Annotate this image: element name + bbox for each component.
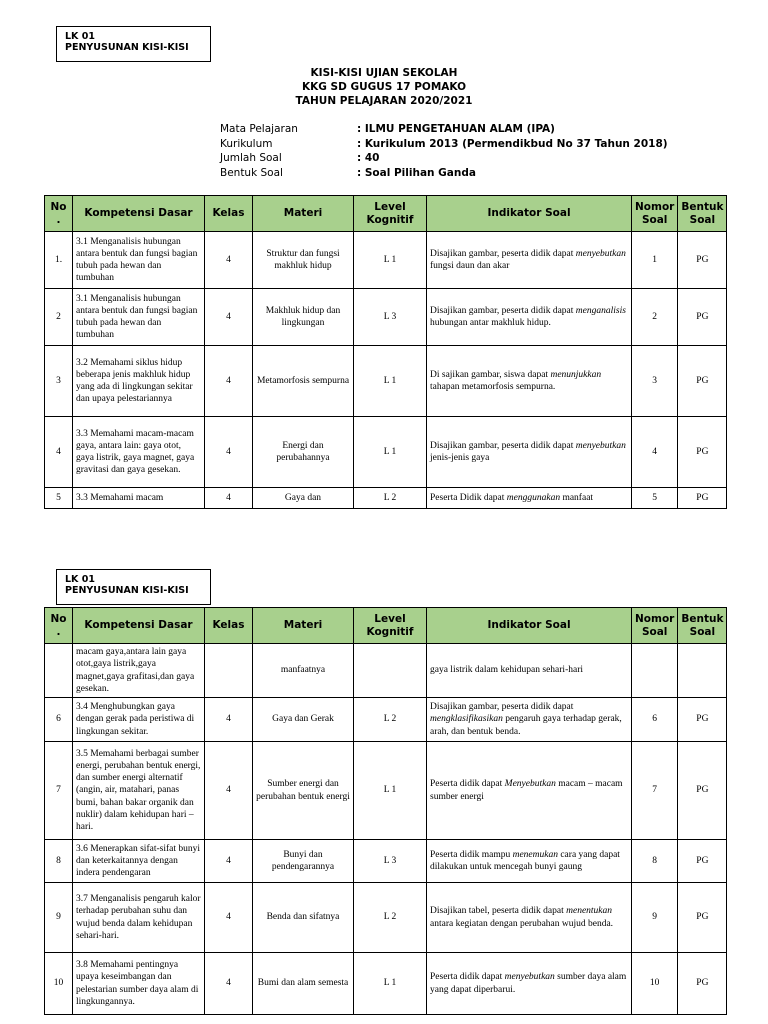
cell-nomor-soal: 4 xyxy=(632,417,678,488)
cell-nomor-soal: 5 xyxy=(632,488,678,509)
lk-box xyxy=(56,26,211,62)
info-row-curriculum xyxy=(220,137,668,152)
cell-kelas: 4 xyxy=(205,346,253,417)
indikator-text: Disajikan gambar, peserta didik dapat xyxy=(430,440,576,451)
cell-bentuk-soal xyxy=(678,644,727,698)
table-row xyxy=(45,346,727,417)
cell-kompetensi-dasar: 3.4 Menghubungkan gaya dengan gerak pada peristiwa di lingkungan sekitar. xyxy=(73,698,205,742)
indikator-text: Peserta didik dapat xyxy=(430,972,505,983)
table-row xyxy=(45,953,727,1015)
table-row xyxy=(45,232,727,289)
cell-level: L 1 xyxy=(354,232,427,289)
col-header-kd: Kompetensi Dasar xyxy=(73,196,205,232)
cell-bentuk-soal: PG xyxy=(678,698,727,742)
cell-bentuk-soal: PG xyxy=(678,289,727,346)
cell-kelas: 4 xyxy=(205,488,253,509)
col-header-kelas: Kelas xyxy=(205,608,253,644)
col-header-bentuk: Bentuk Soal xyxy=(678,608,727,644)
cell-bentuk-soal: PG xyxy=(678,840,727,883)
cell-no xyxy=(45,644,73,698)
cell-no: 5 xyxy=(45,488,73,509)
indikator-text: Disajikan gambar, peserta didik dapat xyxy=(430,305,576,316)
table-row xyxy=(45,883,727,953)
cell-level: L 2 xyxy=(354,698,427,742)
cell-kompetensi-dasar: 3.8 Memahami pentingnya upaya keseimbangan dan pelestarian sumber daya alam di lingkungannya. xyxy=(73,953,205,1015)
cell-bentuk-soal: PG xyxy=(678,953,727,1015)
lk-title: PENYUSUNAN KISI-KISI xyxy=(65,585,189,596)
cell-kelas: 4 xyxy=(205,742,253,840)
cell-kelas: 4 xyxy=(205,232,253,289)
cell-kompetensi-dasar: 3.2 Memahami siklus hidup beberapa jenis makhluk hidup yang ada di lingkungan sekitar dan upaya pelestariannya xyxy=(73,346,205,417)
cell-level: L 1 xyxy=(354,417,427,488)
cell-bentuk-soal: PG xyxy=(678,417,727,488)
indikator-text: antara kegiatan dengan perubahan wujud benda. xyxy=(430,918,614,929)
indikator-verb: mengklasifikasikan xyxy=(430,714,503,725)
cell-level: L 1 xyxy=(354,953,427,1015)
exam-info xyxy=(220,122,668,180)
cell-level: L 3 xyxy=(354,289,427,346)
cell-nomor-soal: 6 xyxy=(632,698,678,742)
cell-materi: Makhluk hidup dan lingkungan xyxy=(253,289,354,346)
table-row xyxy=(45,644,727,698)
cell-no: 9 xyxy=(45,883,73,953)
title-line-3: TAHUN PELAJARAN 2020/2021 xyxy=(295,95,473,107)
cell-indikator xyxy=(427,698,632,742)
table-row xyxy=(45,289,727,346)
col-header-nomor: Nomor Soal xyxy=(632,608,678,644)
cell-no: 2 xyxy=(45,289,73,346)
indikator-verb: menemukan xyxy=(512,849,558,860)
cell-kelas: 4 xyxy=(205,883,253,953)
cell-indikator xyxy=(427,644,632,698)
cell-kompetensi-dasar: 3.5 Memahami berbagai sumber energi, perubahan bentuk energi, dan sumber energi alternatif (angin, air, matahari, panas bumi, bahan bakar organik dan nuklir) dalam kehidupan hari – hari. xyxy=(73,742,205,840)
indikator-verb: menggunakan xyxy=(506,492,561,503)
cell-nomor-soal xyxy=(632,644,678,698)
lk-box xyxy=(56,569,211,605)
cell-level: L 2 xyxy=(354,488,427,509)
cell-indikator xyxy=(427,346,632,417)
col-header-materi: Materi xyxy=(253,608,354,644)
indikator-text: macam – macam sumber energi xyxy=(430,779,623,802)
indikator-text: jenis-jenis gaya xyxy=(430,453,490,463)
indikator-text: manfaat xyxy=(560,492,594,503)
table-header-row xyxy=(45,196,727,232)
info-row-question-count xyxy=(220,151,668,166)
cell-nomor-soal: 9 xyxy=(632,883,678,953)
cell-indikator xyxy=(427,488,632,509)
indikator-text: sumber daya alam yang dapat diperbarui. xyxy=(430,972,627,995)
indikator-text: pengaruh gaya terhadap gerak, arah, dan bentuk benda. xyxy=(430,714,622,737)
indikator-text: Disajikan gambar, peserta didik dapat xyxy=(430,248,576,259)
cell-kelas: 4 xyxy=(205,953,253,1015)
indikator-text: Disajikan tabel, peserta didik dapat xyxy=(430,906,567,917)
table-row xyxy=(45,742,727,840)
cell-nomor-soal: 2 xyxy=(632,289,678,346)
cell-no: 3 xyxy=(45,346,73,417)
cell-indikator xyxy=(427,953,632,1015)
indikator-text: Peserta didik mampu xyxy=(430,849,513,860)
col-header-no: No . xyxy=(45,608,73,644)
info-value: : 40 xyxy=(357,152,380,164)
cell-kompetensi-dasar: 3.1 Menganalisis hubungan antara bentuk dan fungsi bagian tubuh pada hewan dan tumbuhan xyxy=(73,232,205,289)
cell-kelas: 4 xyxy=(205,698,253,742)
info-value: : ILMU PENGETAHUAN ALAM (IPA) xyxy=(357,123,555,135)
cell-materi: Sumber energi dan perubahan bentuk energi xyxy=(253,742,354,840)
cell-kompetensi-dasar: 3.6 Menerapkan sifat-sifat bunyi dan keterkaitannya dengan indera pendengaran xyxy=(73,840,205,883)
cell-kompetensi-dasar: 3.1 Menganalisis hubungan antara bentuk dan fungsi bagian tubuh pada hewan dan tumbuhan xyxy=(73,289,205,346)
col-header-level: Level Kognitif xyxy=(354,196,427,232)
info-value: : Kurikulum 2013 (Permendikbud No 37 Tahun 2018) xyxy=(357,137,668,150)
cell-level: L 1 xyxy=(354,346,427,417)
col-header-kelas: Kelas xyxy=(205,196,253,232)
cell-no: 10 xyxy=(45,953,73,1015)
col-header-indikator: Indikator Soal xyxy=(427,608,632,644)
indikator-verb: menunjukkan xyxy=(550,369,602,380)
cell-kelas: 4 xyxy=(205,840,253,883)
cell-nomor-soal: 1 xyxy=(632,232,678,289)
cell-no: 4 xyxy=(45,417,73,488)
cell-level: L 1 xyxy=(354,742,427,840)
cell-no: 7 xyxy=(45,742,73,840)
indikator-text: gaya listrik dalam kehidupan sehari-hari xyxy=(430,665,584,676)
blueprint-table-2 xyxy=(44,607,727,1015)
col-header-no: No . xyxy=(45,196,73,232)
cell-kelas: 4 xyxy=(205,289,253,346)
cell-kompetensi-dasar: 3.7 Menganalisis pengaruh kalor terhadap perubahan suhu dan wujud benda dalam kehidupan sehari-hari. xyxy=(73,883,205,953)
cell-materi: Gaya dan xyxy=(253,488,354,509)
indikator-verb: menyebutkan xyxy=(504,972,555,983)
title-line-2: KKG SD GUGUS 17 POMAKO xyxy=(301,81,467,93)
col-header-materi: Materi xyxy=(253,196,354,232)
cell-materi: Metamorfosis sempurna xyxy=(253,346,354,417)
cell-nomor-soal: 10 xyxy=(632,953,678,1015)
lk-code: LK 01 xyxy=(65,31,95,42)
cell-kelas: 4 xyxy=(205,417,253,488)
indikator-verb: menganalisis xyxy=(575,305,626,316)
cell-nomor-soal: 8 xyxy=(632,840,678,883)
col-header-bentuk: Bentuk Soal xyxy=(678,196,727,232)
cell-materi: Bumi dan alam semesta xyxy=(253,953,354,1015)
cell-bentuk-soal: PG xyxy=(678,346,727,417)
cell-materi: Struktur dan fungsi makhluk hidup xyxy=(253,232,354,289)
cell-indikator xyxy=(427,232,632,289)
col-header-kd: Kompetensi Dasar xyxy=(73,608,205,644)
info-label: Mata Pelajaran xyxy=(220,123,298,135)
cell-level: L 3 xyxy=(354,840,427,883)
indikator-text: tahapan metamorfosis sempurna. xyxy=(430,382,556,392)
cell-level: L 2 xyxy=(354,883,427,953)
info-value: : Soal Pilihan Ganda xyxy=(357,166,476,179)
cell-level xyxy=(354,644,427,698)
cell-indikator xyxy=(427,883,632,953)
info-row-subject xyxy=(220,122,668,137)
indikator-verb: menentukan xyxy=(566,906,613,917)
cell-nomor-soal: 7 xyxy=(632,742,678,840)
cell-kelas xyxy=(205,644,253,698)
cell-indikator xyxy=(427,742,632,840)
indikator-text: Disajikan gambar, peserta didik dapat xyxy=(430,702,574,713)
indikator-text: Di sajikan gambar, siswa dapat xyxy=(430,369,551,380)
cell-bentuk-soal: PG xyxy=(678,883,727,953)
cell-indikator xyxy=(427,289,632,346)
cell-bentuk-soal: PG xyxy=(678,742,727,840)
table-header-row xyxy=(45,608,727,644)
cell-indikator xyxy=(427,417,632,488)
indikator-text: Peserta Didik dapat xyxy=(430,492,507,503)
blueprint-table-1 xyxy=(44,195,727,509)
info-label: Jumlah Soal xyxy=(220,152,282,164)
cell-materi: Energi dan perubahannya xyxy=(253,417,354,488)
cell-bentuk-soal: PG xyxy=(678,488,727,509)
cell-bentuk-soal: PG xyxy=(678,232,727,289)
table-row xyxy=(45,698,727,742)
info-label: Kurikulum xyxy=(220,137,273,150)
document-title xyxy=(0,66,768,108)
col-header-indikator: Indikator Soal xyxy=(427,196,632,232)
info-row-question-type xyxy=(220,166,668,181)
cell-no: 1. xyxy=(45,232,73,289)
cell-kompetensi-dasar: macam gaya,antara lain gaya otot,gaya listrik,gaya magnet,gaya grafitasi,dan gaya gesekan. xyxy=(73,644,205,698)
indikator-text: cara yang dapat dilakukan untuk mencegah bunyi gaung xyxy=(430,849,620,872)
col-header-level: Level Kognitif xyxy=(354,608,427,644)
indikator-verb: menyebutkan xyxy=(575,248,626,259)
table-row xyxy=(45,840,727,883)
lk-title: PENYUSUNAN KISI-KISI xyxy=(65,42,189,53)
col-header-nomor: Nomor Soal xyxy=(632,196,678,232)
indikator-text: fungsi daun dan akar xyxy=(430,261,510,271)
cell-materi: manfaatnya xyxy=(253,644,354,698)
cell-no: 8 xyxy=(45,840,73,883)
indikator-text: hubungan antar makhluk hidup. xyxy=(430,318,551,328)
table-row xyxy=(45,488,727,509)
cell-materi: Benda dan sifatnya xyxy=(253,883,354,953)
cell-nomor-soal: 3 xyxy=(632,346,678,417)
lk-code: LK 01 xyxy=(65,574,95,585)
cell-kompetensi-dasar: 3.3 Memahami macam-macam gaya, antara lain: gaya otot, gaya listrik, gaya magnet, gaya gravitasi dan gaya gesekan. xyxy=(73,417,205,488)
indikator-verb: menyebutkan xyxy=(575,440,626,451)
indikator-text: Peserta didik dapat xyxy=(430,779,505,790)
cell-materi: Gaya dan Gerak xyxy=(253,698,354,742)
cell-indikator xyxy=(427,840,632,883)
indikator-verb: Menyebutkan xyxy=(504,779,556,790)
table-row xyxy=(45,417,727,488)
cell-materi: Bunyi dan pendengarannya xyxy=(253,840,354,883)
cell-kompetensi-dasar: 3.3 Memahami macam xyxy=(73,488,205,509)
cell-no: 6 xyxy=(45,698,73,742)
title-line-1: KISI-KISI UJIAN SEKOLAH xyxy=(310,67,458,79)
info-label: Bentuk Soal xyxy=(220,166,283,179)
